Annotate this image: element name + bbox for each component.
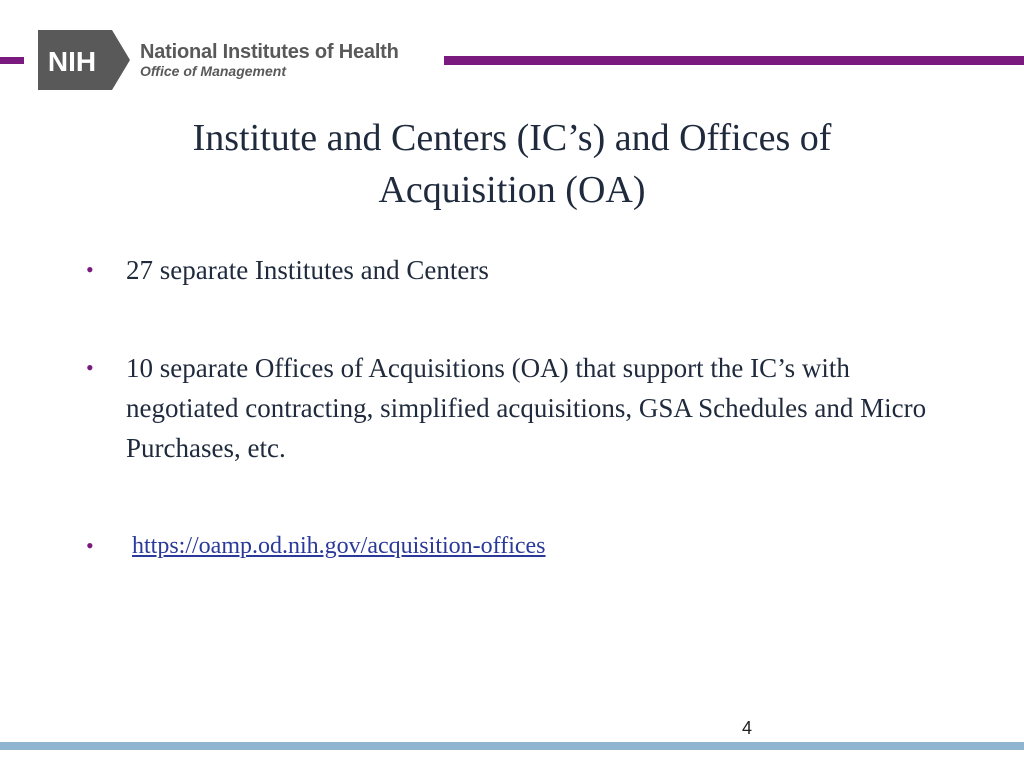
org-name: National Institutes of Health bbox=[140, 40, 399, 63]
header-accent-bar-right bbox=[444, 56, 1024, 65]
bullet-item bbox=[86, 526, 946, 566]
nih-logo bbox=[38, 30, 399, 90]
page-number: 4 bbox=[742, 718, 753, 738]
bullet-item bbox=[86, 348, 946, 468]
logo-mark-text: NIH bbox=[47, 46, 97, 77]
office-name: Office of Management bbox=[140, 62, 286, 79]
acquisition-offices-link[interactable]: https://oamp.od.nih.gov/acquisition-offices bbox=[132, 533, 546, 559]
bullet-icon: • bbox=[86, 355, 94, 380]
bullet-icon: • bbox=[86, 257, 94, 282]
footer-bar bbox=[0, 742, 1024, 750]
bullet-text: 10 separate Offices of Acquisitions (OA) that support the IC’s with negotiated contracting, simplified acquisitions, GSA Schedules and Micro Purchases, etc. bbox=[126, 353, 927, 463]
bullet-text: 27 separate Institutes and Centers bbox=[126, 255, 489, 285]
nih-logo-mark bbox=[38, 30, 130, 90]
bullet-item bbox=[86, 250, 946, 290]
slide-title: Institute and Centers (IC’s) and Offices of Acquisition (OA) bbox=[192, 117, 832, 211]
bullet-icon: • bbox=[86, 533, 94, 558]
logo-text bbox=[140, 41, 399, 79]
bullet-list bbox=[86, 250, 946, 566]
header-accent-bar-left bbox=[0, 57, 24, 64]
